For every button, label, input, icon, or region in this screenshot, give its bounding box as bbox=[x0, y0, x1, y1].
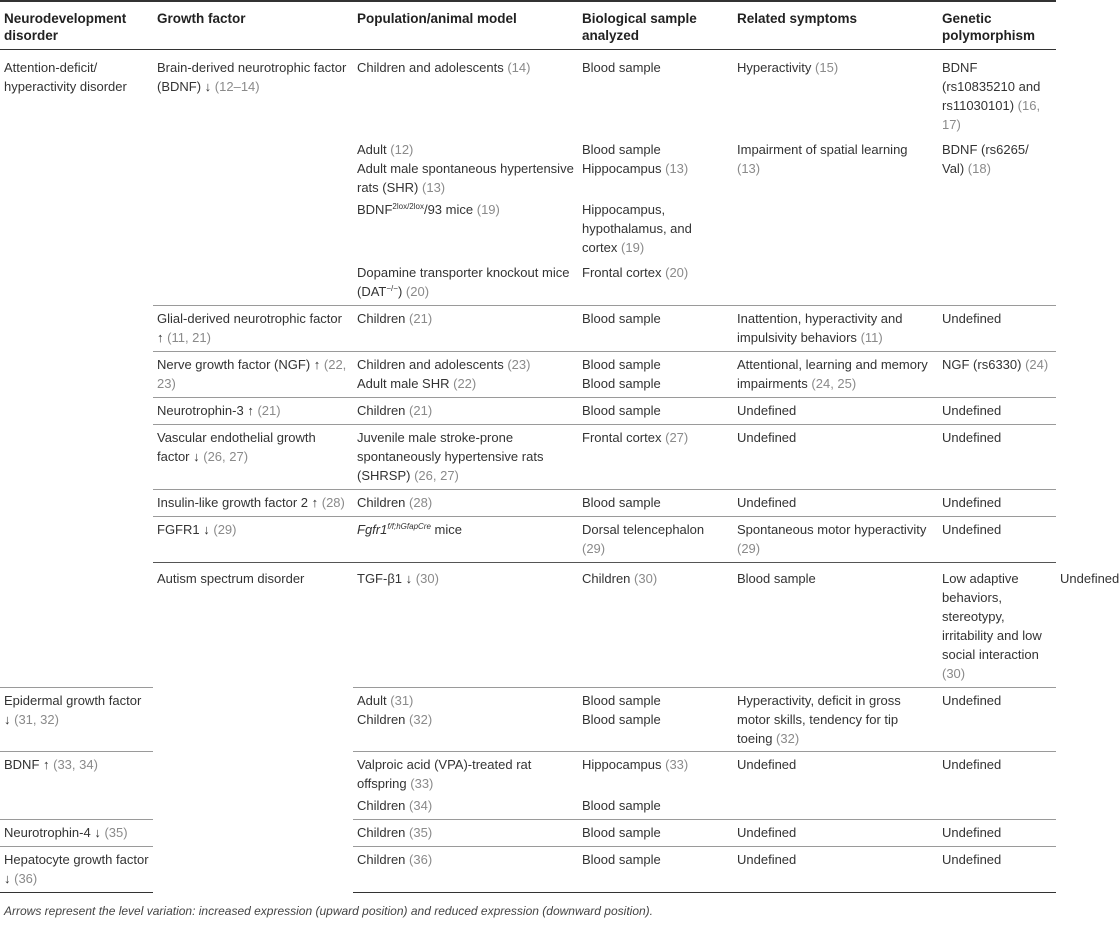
disorder-cell bbox=[153, 563, 353, 893]
citation: (14) bbox=[507, 60, 531, 75]
citation: (34) bbox=[409, 798, 433, 813]
factor-cell: Brain-derived neurotrophic factor (BDNF) ↓ (12–14) bbox=[157, 60, 347, 94]
model-cell: Children (34) bbox=[357, 798, 433, 813]
header-model: Population/animal model bbox=[353, 1, 578, 50]
table-row bbox=[0, 517, 1056, 563]
disorder-cell bbox=[0, 50, 153, 688]
citation: (35) bbox=[104, 825, 128, 840]
citation: (30) bbox=[634, 571, 658, 586]
polymorphism-cell: Undefined bbox=[938, 490, 1056, 517]
model-cell: Children (35) bbox=[353, 820, 578, 847]
citation: (31) bbox=[390, 693, 414, 708]
citation: (22) bbox=[453, 376, 477, 391]
citation: (32) bbox=[409, 712, 433, 727]
citation: (21) bbox=[257, 403, 281, 418]
citation: (35) bbox=[409, 825, 433, 840]
model-cell: Children (32) bbox=[357, 712, 433, 727]
header-disorder: Neurodevelopment disorder bbox=[0, 1, 153, 50]
sample-cell: Blood sample bbox=[578, 398, 733, 425]
citation: (22, 23) bbox=[157, 357, 347, 391]
sample-cell: Blood sample bbox=[578, 490, 733, 517]
symptom-cell: Undefined bbox=[733, 820, 938, 847]
table-row: Autism spectrum disorder TGF-β1 ↓ (30) Children (30) Blood sample Low adaptive behaviors, stereotypy, irritability and low social interaction (30) Undefined bbox=[0, 563, 1056, 688]
table-row bbox=[0, 306, 1056, 352]
header-factor: Growth factor bbox=[153, 1, 353, 50]
sample-cell: Frontal cortex (20) bbox=[582, 265, 689, 280]
table-row bbox=[0, 50, 1056, 141]
factor-cell: TGF-β1 ↓ (30) bbox=[353, 563, 578, 688]
citation: (21) bbox=[409, 311, 433, 326]
header-sample: Biological sample analyzed bbox=[578, 1, 733, 50]
factor-cell: Insulin-like growth factor 2 ↑ (28) bbox=[153, 490, 353, 517]
polymorphism-cell: Undefined bbox=[938, 517, 1056, 563]
citation: (19) bbox=[621, 240, 645, 255]
citation: (18) bbox=[967, 161, 991, 176]
citation: (15) bbox=[815, 60, 839, 75]
sample-cell: Blood sample bbox=[578, 820, 733, 847]
model-cell: Children (21) bbox=[353, 306, 578, 352]
citation: (24) bbox=[1025, 357, 1049, 372]
symptom-cell: Undefined bbox=[733, 490, 938, 517]
citation: (16, 17) bbox=[942, 98, 1041, 132]
sample-cell: Hippocampus (33) bbox=[578, 752, 733, 794]
polymorphism-cell: BDNF (rs6265/ Val) (18) bbox=[942, 142, 1029, 176]
citation: (36) bbox=[14, 871, 38, 886]
model-cell: Adult male SHR (22) bbox=[357, 376, 477, 391]
citation: (20) bbox=[665, 265, 689, 280]
symptom-cell: Undefined bbox=[733, 752, 938, 820]
citation: (36) bbox=[409, 852, 433, 867]
citation: (26, 27) bbox=[203, 449, 249, 464]
polymorphism-cell: Undefined bbox=[938, 688, 1056, 752]
citation: (24, 25) bbox=[811, 376, 857, 391]
factor-cell: Neurotrophin-3 ↑ (21) bbox=[153, 398, 353, 425]
citation: (12–14) bbox=[214, 79, 260, 94]
sample-cell: Blood sample bbox=[582, 60, 661, 75]
citation: (27) bbox=[665, 430, 689, 445]
model-cell: Children (21) bbox=[353, 398, 578, 425]
citation: (11) bbox=[860, 330, 883, 345]
model-cell: Children (30) bbox=[578, 563, 733, 688]
citation: (28) bbox=[409, 495, 433, 510]
sample-cell: Blood sample bbox=[578, 352, 733, 375]
table-row bbox=[0, 352, 1056, 375]
citation: (33) bbox=[410, 776, 434, 791]
factor-cell: Hepatocyte growth factor ↓ (36) bbox=[0, 847, 153, 893]
model-cell: Dopamine transporter knockout mice (DAT−/−) (20) bbox=[357, 265, 570, 299]
symptom-cell: Hyperactivity, deficit in gross motor skills, tendency for tip toeing (32) bbox=[733, 688, 938, 752]
citation: (28) bbox=[321, 495, 345, 510]
citation: (20) bbox=[405, 284, 430, 299]
citation: (13) bbox=[422, 180, 446, 195]
sample-cell: Blood sample bbox=[578, 847, 733, 893]
sample-cell: Blood sample bbox=[733, 563, 938, 688]
symptom-cell: Spontaneous motor hyperactivity (29) bbox=[733, 517, 938, 563]
citation: (13) bbox=[665, 161, 689, 176]
factor-cell: BDNF ↑ (33, 34) bbox=[0, 752, 153, 820]
polymorphism-cell: Undefined bbox=[938, 752, 1056, 820]
symptom-cell: Impairment of spatial learning (13) bbox=[737, 142, 908, 176]
citation: (19) bbox=[476, 202, 500, 217]
sample-cell: Hippocampus (13) bbox=[582, 161, 689, 176]
table-footnote: Arrows represent the level variation: increased expression (upward position) and reduced expression (downward position). bbox=[4, 904, 654, 918]
citation: (12) bbox=[390, 142, 414, 157]
table-row bbox=[0, 398, 1056, 425]
symptom-cell: Undefined bbox=[733, 847, 938, 893]
sample-cell: Blood sample bbox=[582, 142, 661, 157]
citation: (29) bbox=[737, 541, 761, 556]
citation: (29) bbox=[213, 522, 237, 537]
factor-cell: Neurotrophin-4 ↓ (35) bbox=[0, 820, 153, 847]
citation: (32) bbox=[776, 731, 800, 746]
citation: (30) bbox=[942, 666, 966, 681]
factor-cell: Epidermal growth factor ↓ (31, 32) bbox=[0, 688, 153, 752]
header-symptoms: Related symptoms bbox=[733, 1, 938, 50]
model-cell: Adult (31) bbox=[353, 688, 578, 711]
sample-cell: Blood sample bbox=[582, 376, 661, 391]
symptom-cell: Undefined bbox=[733, 425, 938, 490]
table-row bbox=[0, 425, 1056, 490]
header-polymorphism: Genetic polymorphism bbox=[938, 1, 1056, 50]
symptom-cell: Attentional, learning and memory impairments (24, 25) bbox=[733, 352, 938, 398]
citation: (11, 21) bbox=[167, 330, 211, 345]
polymorphism-cell: Undefined bbox=[938, 306, 1056, 352]
disorder-label: Attention-deficit/ hyperactivity disorder bbox=[4, 60, 127, 94]
model-cell: Children and adolescents (23) bbox=[353, 352, 578, 375]
model-cell: Adult (12) bbox=[357, 142, 414, 157]
model-cell: Children (36) bbox=[353, 847, 578, 893]
sample-cell: Hippocampus, hypothalamus, and cortex (19) bbox=[582, 202, 692, 255]
table-row bbox=[0, 490, 1056, 517]
factor-cell: Nerve growth factor (NGF) ↑ (22, 23) bbox=[153, 352, 353, 398]
symptom-cell: Hyperactivity (15) bbox=[737, 60, 839, 75]
factor-cell: FGFR1 ↓ (29) bbox=[153, 517, 353, 563]
factor-cell: Glial-derived neurotrophic factor ↑ (11, 21) bbox=[153, 306, 353, 352]
citation: (13) bbox=[737, 161, 761, 176]
sample-cell: Blood sample bbox=[578, 688, 733, 711]
citation: (33) bbox=[665, 757, 689, 772]
model-cell: Valproic acid (VPA)-treated rat offspring (33) bbox=[353, 752, 578, 794]
polymorphism-cell: BDNF (rs10835210 and rs11030101) (16, 17) bbox=[942, 60, 1041, 132]
polymorphism-cell: Undefined bbox=[938, 820, 1056, 847]
citation: (33, 34) bbox=[53, 757, 98, 772]
polymorphism-cell: NGF (rs6330) (24) bbox=[938, 352, 1056, 398]
model-cell: Juvenile male stroke-prone spontaneously hypertensive rats (SHRSP) (26, 27) bbox=[353, 425, 578, 490]
polymorphism-cell: Undefined bbox=[938, 847, 1056, 893]
citation: (29) bbox=[582, 541, 606, 556]
sample-cell: Blood sample bbox=[582, 712, 661, 727]
factor-cell: Vascular endothelial growth factor ↓ (26, 27) bbox=[153, 425, 353, 490]
symptom-cell: Undefined bbox=[733, 398, 938, 425]
citation: (30) bbox=[415, 571, 439, 586]
citation: (23) bbox=[507, 357, 531, 372]
disorder-label: Autism spectrum disorder bbox=[157, 571, 305, 586]
sample-cell: Blood sample bbox=[582, 798, 661, 813]
sample-cell: Frontal cortex (27) bbox=[578, 425, 733, 490]
symptom-cell: Low adaptive behaviors, stereotypy, irritability and low social interaction (30) bbox=[938, 563, 1056, 688]
model-cell: Children (28) bbox=[353, 490, 578, 517]
citation: (26, 27) bbox=[414, 468, 459, 483]
model-cell: $BDNF^{2lox/2lox}/93$ mice (19) bbox=[357, 202, 500, 217]
symptom-cell: Inattention, hyperactivity and impulsivity behaviors (11) bbox=[733, 306, 938, 352]
sample-cell: Blood sample bbox=[578, 306, 733, 352]
polymorphism-cell: Undefined bbox=[938, 398, 1056, 425]
citation: (21) bbox=[409, 403, 433, 418]
citation: (31, 32) bbox=[14, 712, 59, 727]
model-cell: Children and adolescents (14) bbox=[357, 60, 531, 75]
model-cell: $Fgfr1^{f/f;hGfapCre}$ mice bbox=[353, 517, 578, 563]
polymorphism-cell: Undefined bbox=[938, 425, 1056, 490]
sample-cell: Dorsal telencephalon (29) bbox=[578, 517, 733, 563]
header-row bbox=[0, 1, 1056, 50]
model-cell: Adult male spontaneous hypertensive rats (SHR) (13) bbox=[357, 161, 574, 195]
